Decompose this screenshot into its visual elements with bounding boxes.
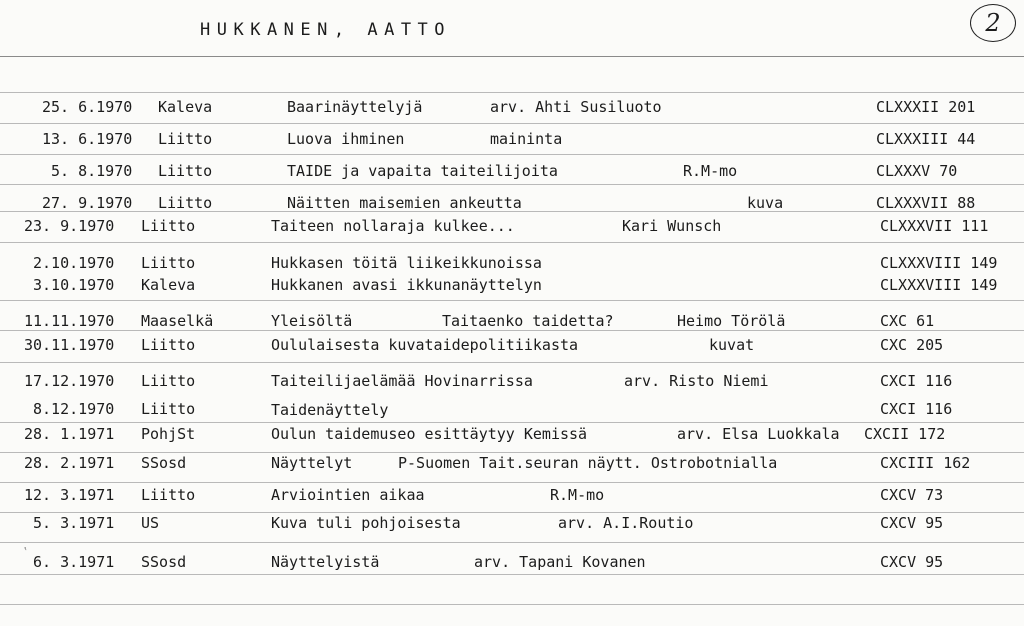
entry-note: maininta <box>490 130 563 148</box>
entry-ref: CLXXXVIII 149 <box>880 276 998 294</box>
ruled-line <box>0 184 1024 185</box>
entry-ref: CLXXXVII 111 <box>880 217 989 235</box>
entry-ref: CXCV 95 <box>880 514 944 532</box>
ruled-line <box>0 362 1024 363</box>
ruled-line <box>0 300 1024 301</box>
entry-paper: Liitto <box>158 162 213 180</box>
entry-title: Hukkasen töitä liikeikkunoissa <box>271 254 542 272</box>
entry-date: 23. 9.1970 <box>24 217 115 235</box>
ruled-line <box>0 482 1024 483</box>
entry-date: 5. 3.1971 <box>33 514 115 532</box>
entry-title: Taiteilijaelämää Hovinarrissa <box>271 372 533 390</box>
entry-ref: CXC 61 <box>880 312 935 330</box>
entry-note: arv. Ahti Susiluoto <box>490 98 662 116</box>
entry-ref: CLXXXII 201 <box>876 98 976 116</box>
entry-ref: CXCI 116 <box>880 372 953 390</box>
entry-title: Taiteen nollaraja kulkee... <box>271 217 515 235</box>
entry-note: kuvat <box>709 336 755 354</box>
entry-paper: Liitto <box>141 400 196 418</box>
ruled-line <box>0 452 1024 453</box>
entry-note: Taitaenko taidetta? <box>442 312 614 330</box>
entry-date: 6. 3.1971 <box>33 553 115 571</box>
ruled-line <box>0 154 1024 155</box>
entry-ref: CXCV 95 <box>880 553 944 571</box>
entry-ref: CXCI 116 <box>880 400 953 418</box>
entry-date: 17.12.1970 <box>24 372 115 390</box>
entry-note: arv. Elsa Luokkala <box>677 425 840 443</box>
ruled-line <box>0 542 1024 543</box>
entry-ref: CLXXXV 70 <box>876 162 958 180</box>
entry-paper: Liitto <box>158 130 213 148</box>
entry-paper: Liitto <box>141 486 196 504</box>
ruled-line <box>0 422 1024 423</box>
entry-date: 8.12.1970 <box>33 400 115 418</box>
entry-date: 28. 1.1971 <box>24 425 115 443</box>
entry-paper: PohjSt <box>141 425 196 443</box>
entry-date: 11.11.1970 <box>24 312 115 330</box>
entry-title: Näitten maisemien ankeutta <box>287 194 522 212</box>
entry-date: 25. 6.1970 <box>42 98 133 116</box>
entry-note: arv. A.I.Routio <box>558 514 694 532</box>
ruled-line <box>0 604 1024 605</box>
entry-title: Näyttelyistä <box>271 553 380 571</box>
entry-title: Kuva tuli pohjoisesta <box>271 514 461 532</box>
ruled-line <box>0 574 1024 575</box>
entry-ref: CXC 205 <box>880 336 944 354</box>
entry-note-author: Heimo Törölä <box>677 312 786 330</box>
entry-title: Oululaisesta kuvataidepolitiikasta <box>271 336 579 354</box>
entry-paper: Liitto <box>141 336 196 354</box>
entry-date: 3.10.1970 <box>33 276 115 294</box>
entry-title: Taidenäyttely <box>271 401 389 419</box>
entry-paper: Liitto <box>158 194 213 212</box>
ruled-line <box>0 92 1024 93</box>
entry-date: 12. 3.1971 <box>24 486 115 504</box>
entry-note: arv. Risto Niemi <box>624 372 769 390</box>
entry-note: R.M-mo <box>683 162 738 180</box>
entry-paper: Kaleva <box>158 98 213 116</box>
entry-title: Yleisöltä <box>271 312 353 330</box>
entry-note: P-Suomen Tait.seuran näytt. Ostrobotnialla <box>398 454 778 472</box>
entry-title: TAIDE ja vapaita taiteilijoita <box>287 162 558 180</box>
entry-ref: CLXXXVIII 149 <box>880 254 998 272</box>
entry-title: Oulun taidemuseo esittäytyy Kemissä <box>271 425 588 443</box>
entry-paper: SSosd <box>141 454 187 472</box>
entry-note: R.M-mo <box>550 486 605 504</box>
entry-ref: CXCII 172 <box>864 425 946 443</box>
entry-note: kuva <box>747 194 784 212</box>
entry-date: 2.10.1970 <box>33 254 115 272</box>
entry-ref: CXCV 73 <box>880 486 944 504</box>
card-title: HUKKANEN, AATTO <box>200 20 452 40</box>
ruled-line <box>0 242 1024 243</box>
entry-note: arv. Tapani Kovanen <box>474 553 646 571</box>
entry-title: Näyttelyt <box>271 454 353 472</box>
entry-date: 28. 2.1971 <box>24 454 115 472</box>
entry-title: Baarinäyttelyjä <box>287 98 423 116</box>
entry-paper: US <box>141 514 160 532</box>
entry-date: 13. 6.1970 <box>42 130 133 148</box>
circled-page-number: 2 <box>970 4 1016 42</box>
entry-paper: Maaselkä <box>141 312 214 330</box>
ruled-line <box>0 330 1024 331</box>
entry-date: 5. 8.1970 <box>51 162 133 180</box>
entry-note: Kari Wunsch <box>622 217 722 235</box>
entry-paper: Kaleva <box>141 276 196 294</box>
header-rule <box>0 56 1024 57</box>
entry-paper: SSosd <box>141 553 187 571</box>
entry-paper: Liitto <box>141 217 196 235</box>
entry-date: 27. 9.1970 <box>42 194 133 212</box>
entry-paper: Liitto <box>141 254 196 272</box>
ruled-line <box>0 123 1024 124</box>
entry-ref: CLXXXVII 88 <box>876 194 976 212</box>
entry-title: Luova ihminen <box>287 130 405 148</box>
entry-paper: Liitto <box>141 372 196 390</box>
entry-ref: CLXXXIII 44 <box>876 130 976 148</box>
entry-title: Hukkanen avasi ikkunanäyttelyn <box>271 276 542 294</box>
entry-title: Arviointien aikaa <box>271 486 425 504</box>
pencil-mark: ‛ <box>22 545 29 558</box>
entry-ref: CXCIII 162 <box>880 454 971 472</box>
entry-date: 30.11.1970 <box>24 336 115 354</box>
ruled-line <box>0 512 1024 513</box>
